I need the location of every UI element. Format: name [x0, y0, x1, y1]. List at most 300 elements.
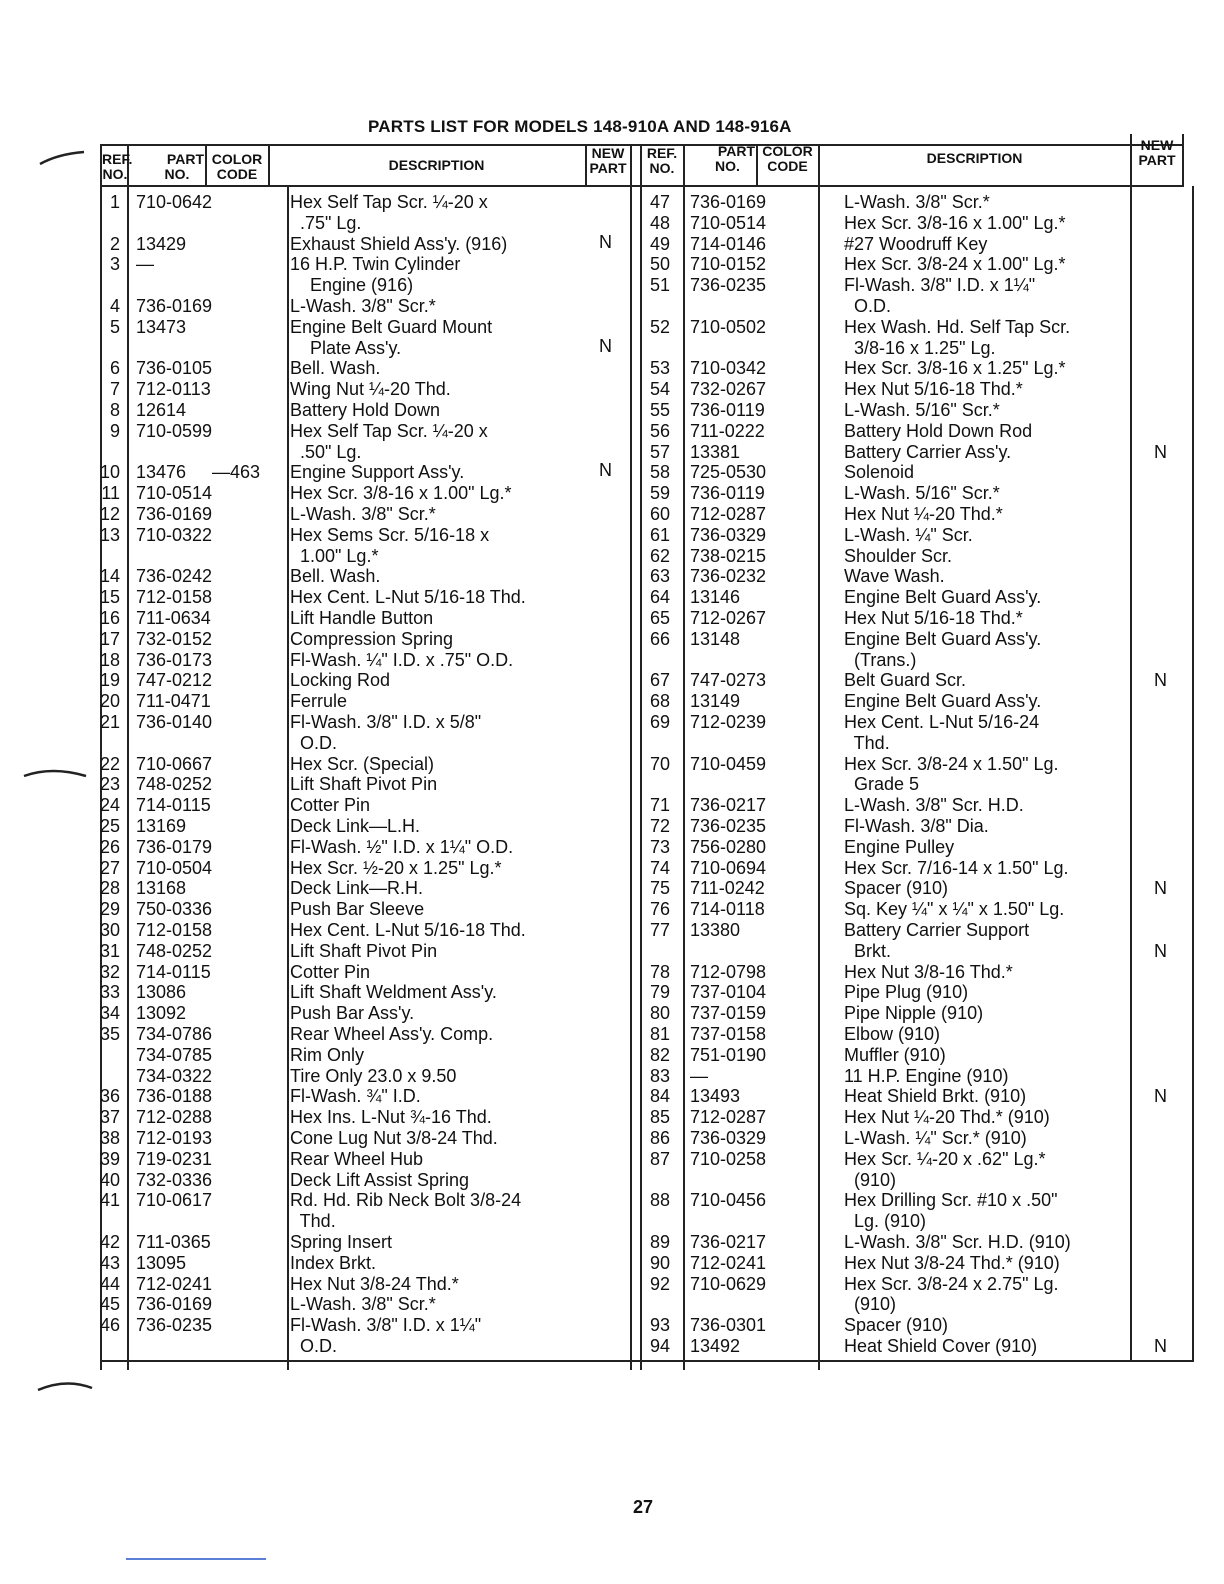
description: L-Wash. 3/8" Scr.*: [290, 504, 436, 524]
part-number: 736-0119: [690, 400, 765, 420]
part-number: 13095: [136, 1252, 187, 1273]
description: L-Wash. 3/8" Scr.*: [290, 296, 436, 316]
page-title: PARTS LIST FOR MODELS 148-910A AND 148-916A: [368, 117, 792, 136]
ref-number: 50: [649, 254, 670, 275]
description: Hex Ins. L-Nut ¾-16 Thd.: [290, 1107, 492, 1128]
description: Hex Scr. 3/8-16 x 1.25" Lg.*: [844, 358, 1066, 379]
binding-mark: [38, 142, 88, 172]
part-number: 737-0158: [690, 1024, 767, 1044]
ref-number: 27: [99, 857, 120, 878]
col-rule: [268, 144, 270, 186]
description: L-Wash. ¼" Scr.: [844, 524, 973, 545]
part-number: 747-0273: [690, 670, 767, 691]
part-number: 12614: [136, 400, 187, 420]
ref-number: 25: [99, 816, 120, 836]
new-part-mark: N: [1154, 1336, 1167, 1356]
ref-number: 78: [649, 961, 670, 982]
ref-number: 31: [99, 940, 120, 961]
description: Heat Shield Cover (910): [844, 1336, 1038, 1356]
col-rule: [630, 144, 632, 1370]
ref-number: 56: [649, 420, 670, 441]
part-number: 734-0786: [136, 1024, 213, 1044]
part-number: 737-0159: [690, 1003, 767, 1024]
ref-number: 14: [99, 566, 120, 587]
part-number: 714-0118: [690, 899, 765, 920]
header-text: PART: [589, 160, 627, 176]
ref-number: 11: [101, 483, 120, 504]
description: 3/8-16 x 1.25" Lg.: [844, 337, 996, 358]
part-number: 712-0267: [690, 608, 767, 628]
description: Hex Nut 5/16-18 Thd.*: [844, 608, 1023, 628]
part-number: 712-0158: [136, 587, 213, 608]
ref-number: 45: [99, 1294, 120, 1315]
part-number: 736-0329: [690, 524, 767, 545]
description: Lift Shaft Pivot Pin: [290, 774, 438, 795]
part-number: 736-0140: [136, 712, 213, 732]
new-part-mark: N: [599, 335, 612, 356]
header-text: PART: [166, 151, 204, 167]
description: L-Wash. ¼" Scr.* (910): [844, 1128, 1027, 1148]
description: O.D.: [290, 1336, 338, 1356]
part-number: 734-0785: [136, 1044, 213, 1065]
new-part-mark: N: [1154, 1086, 1167, 1107]
part-number: 712-0113: [136, 379, 211, 400]
part-number: 736-0235: [136, 1315, 213, 1336]
ref-number: 87: [649, 1148, 670, 1169]
ref-number: 80: [649, 1003, 670, 1024]
part-number: 710-0152: [690, 254, 767, 275]
description: Elbow (910): [844, 1024, 941, 1044]
part-number: 13168: [136, 878, 187, 899]
ref-number: 34: [99, 1003, 120, 1024]
description: Ferrule: [290, 691, 348, 712]
part-number: 736-0169: [136, 1294, 213, 1315]
description: 16 H.P. Twin Cylinder: [290, 254, 461, 275]
part-number: 13169: [136, 816, 187, 836]
part-number: 748-0252: [136, 940, 213, 961]
part-number: 736-0301: [690, 1315, 767, 1336]
part-number: 712-0798: [690, 961, 767, 982]
part-number: —: [136, 254, 154, 275]
description: Hex Scr. 3/8-16 x 1.00" Lg.*: [290, 483, 512, 504]
part-number: 13149: [690, 691, 741, 712]
description: L-Wash. 3/8" Scr. H.D.: [844, 795, 1024, 816]
description: Fl-Wash. 3/8" I.D. x 1¼": [290, 1315, 482, 1336]
description: Bell. Wash.: [290, 358, 381, 379]
description: Hex Scr. ¼-20 x .62" Lg.*: [844, 1148, 1046, 1169]
part-number: 710-0322: [136, 524, 213, 545]
part-number: 712-0241: [690, 1252, 767, 1273]
part-number: 710-0599: [136, 420, 213, 441]
ref-number: 83: [649, 1065, 670, 1086]
part-number: 732-0267: [690, 379, 767, 400]
ref-number: 55: [649, 400, 670, 420]
ref-number: 24: [99, 795, 120, 816]
ref-number: 81: [649, 1024, 670, 1044]
description: Hex Nut ¼-20 Thd.*: [844, 504, 1003, 524]
header-text: REF.: [646, 145, 678, 161]
binding-mark: [36, 1376, 96, 1406]
header-text: NO.: [164, 166, 190, 182]
description: Hex Scr. ½-20 x 1.25" Lg.*: [290, 857, 502, 878]
part-number: 13473: [136, 316, 187, 337]
description: Rear Wheel Ass'y. Comp.: [290, 1024, 494, 1044]
part-number: 13146: [690, 587, 741, 608]
description: Battery Hold Down: [290, 400, 441, 420]
header-part-no: [150, 152, 204, 182]
part-number: 736-0169: [690, 192, 767, 212]
part-number: 710-0642: [136, 192, 213, 212]
ref-number: 21: [99, 712, 120, 732]
part-number: 714-0115: [136, 795, 211, 816]
col-rule: [127, 144, 129, 1370]
page-number: 27: [633, 1497, 654, 1517]
description: Plate Ass'y.: [290, 337, 402, 358]
part-number: 736-0329: [690, 1128, 767, 1148]
ref-number: 66: [649, 628, 670, 649]
description: Cone Lug Nut 3/8-24 Thd.: [290, 1128, 498, 1148]
part-number: 711-0634: [136, 608, 211, 628]
description: Engine Belt Guard Ass'y.: [844, 691, 1042, 712]
ref-number: 1: [109, 192, 120, 212]
ref-number: 29: [99, 899, 120, 920]
ref-number: 57: [649, 441, 670, 462]
ref-number: 69: [649, 712, 670, 732]
part-number: 714-0146: [690, 233, 767, 254]
part-number: 710-0629: [690, 1273, 767, 1294]
description: (910): [844, 1169, 897, 1190]
description: Engine Belt Guard Ass'y.: [844, 628, 1042, 649]
ref-number: 82: [649, 1044, 670, 1065]
header-text: COLOR: [211, 151, 263, 167]
header-new-part-right: [1131, 138, 1183, 168]
ref-number: 16: [99, 608, 120, 628]
description: Thd.: [290, 1211, 336, 1232]
description: Hex Nut 3/8-24 Thd.* (910): [844, 1252, 1060, 1273]
header-text: NEW: [1140, 137, 1174, 153]
description: 1.00" Lg.*: [290, 545, 379, 566]
description: #27 Woodruff Key: [844, 233, 988, 254]
binding-mark: [22, 762, 92, 792]
part-number: 710-0617: [136, 1190, 213, 1211]
description: Hex Wash. Hd. Self Tap Scr.: [844, 316, 1071, 337]
header-text: COLOR: [762, 143, 813, 159]
part-number: 719-0231: [136, 1148, 213, 1169]
description: O.D.: [290, 732, 338, 753]
description: Hex Cent. L-Nut 5/16-18 Thd.: [290, 920, 526, 940]
description: Hex Scr. 7/16-14 x 1.50" Lg.: [844, 857, 1069, 878]
part-number: 736-0235: [690, 816, 767, 836]
new-part-mark: N: [1154, 878, 1167, 899]
description: Engine Belt Guard Mount: [290, 316, 493, 337]
ref-number: 77: [649, 920, 670, 940]
description: Hex Cent. L-Nut 5/16-18 Thd.: [290, 587, 526, 608]
part-number: 712-0193: [136, 1128, 213, 1148]
description: Push Bar Sleeve: [290, 899, 425, 920]
description: Exhaust Shield Ass'y. (916): [290, 233, 508, 254]
description: Hex Nut 5/16-18 Thd.*: [844, 379, 1023, 400]
part-number: 736-0242: [136, 566, 213, 587]
part-number: 13148: [690, 628, 741, 649]
part-number: 736-0173: [136, 649, 213, 670]
part-number: 756-0280: [690, 836, 767, 857]
description: Engine Pulley: [844, 836, 955, 857]
header-new-part: [586, 146, 630, 176]
ref-number: 40: [99, 1169, 120, 1190]
part-number: 736-0169: [136, 504, 213, 524]
ref-number: 48: [649, 212, 670, 233]
ref-number: 85: [649, 1107, 670, 1128]
ref-number: 49: [649, 233, 670, 254]
description: Fl-Wash. ¼" I.D. x .75" O.D.: [290, 649, 514, 670]
ref-number: 38: [99, 1128, 120, 1148]
ref-number: 61: [649, 524, 670, 545]
new-part-mark: N: [599, 460, 612, 481]
part-number: 711-0365: [136, 1232, 211, 1252]
description: Fl-Wash. ¾" I.D.: [290, 1086, 421, 1107]
new-part-mark: N: [1154, 940, 1167, 961]
part-number: 712-0287: [690, 1107, 767, 1128]
description: Cotter Pin: [290, 961, 371, 982]
ref-number: 90: [649, 1252, 670, 1273]
color-code: —463: [212, 462, 261, 483]
description: Lift Shaft Pivot Pin: [290, 940, 438, 961]
ref-number: 22: [99, 753, 120, 774]
new-part-mark: N: [1154, 670, 1167, 691]
description: Sq. Key ¼" x ¼" x 1.50" Lg.: [844, 899, 1065, 920]
header-text: NEW: [591, 145, 625, 161]
ref-number: 18: [99, 649, 120, 670]
description: Muffler (910): [844, 1044, 946, 1065]
description: Locking Rod: [290, 670, 391, 691]
ref-number: 71: [649, 795, 670, 816]
ref-number: 63: [649, 566, 670, 587]
ref-number: 8: [109, 400, 120, 420]
description: Fl-Wash. ½" I.D. x 1¼" O.D.: [290, 836, 514, 857]
part-number: 13476: [136, 462, 187, 483]
ref-number: 64: [649, 587, 670, 608]
col-rule: [287, 185, 289, 1370]
header-description: DESCRIPTION: [388, 157, 485, 173]
part-number: 736-0232: [690, 566, 767, 587]
description: 11 H.P. Engine (910): [844, 1065, 1009, 1086]
header-text: CODE: [767, 158, 808, 174]
header-rule: [100, 185, 1184, 187]
part-number: 736-0188: [136, 1086, 213, 1107]
ref-number: 54: [649, 379, 670, 400]
part-number: 736-0235: [690, 275, 767, 296]
part-number: 751-0190: [690, 1044, 767, 1065]
ref-number: 2: [109, 233, 120, 254]
description: Hex Scr. 3/8-16 x 1.00" Lg.*: [844, 212, 1066, 233]
ref-number: 73: [649, 836, 670, 857]
part-number: 712-0239: [690, 712, 767, 732]
description: Lift Shaft Weldment Ass'y.: [290, 982, 497, 1003]
ref-number: 47: [649, 192, 670, 212]
description: Index Brkt.: [290, 1252, 377, 1273]
ref-number: 76: [649, 899, 670, 920]
description: Heat Shield Brkt. (910): [844, 1086, 1027, 1107]
description: Spring Insert: [290, 1232, 393, 1252]
description: Rear Wheel Hub: [290, 1148, 424, 1169]
ref-number: 37: [99, 1107, 120, 1128]
ref-number: 3: [109, 254, 120, 275]
description: L-Wash. 3/8" Scr.*: [844, 192, 990, 212]
part-number: 13380: [690, 920, 741, 940]
ref-number: 7: [109, 379, 120, 400]
ref-number: 43: [99, 1252, 120, 1273]
description: Push Bar Ass'y.: [290, 1003, 415, 1024]
header-ref-no: [102, 151, 133, 182]
header-ref-no-right: [641, 146, 683, 176]
part-number: 738-0215: [690, 545, 767, 566]
ref-number: 41: [99, 1190, 120, 1211]
description: Hex Self Tap Scr. ¼-20 x: [290, 420, 488, 441]
header-color-code: [206, 152, 268, 182]
ref-number: 58: [649, 462, 670, 483]
ref-number: 65: [649, 608, 670, 628]
ref-number: 13: [99, 524, 120, 545]
description: Hex Sems Scr. 5/16-18 x: [290, 524, 490, 545]
description: Wing Nut ¼-20 Thd.: [290, 379, 451, 400]
description: (910): [844, 1294, 897, 1315]
header-text: NO.: [102, 166, 128, 182]
new-part-mark: N: [1154, 441, 1167, 462]
part-number: 725-0530: [690, 462, 767, 483]
part-number: 736-0179: [136, 836, 213, 857]
description: Engine Belt Guard Ass'y.: [844, 587, 1042, 608]
description: Deck Link—L.H.: [290, 816, 421, 836]
header-color-code-right: [757, 144, 818, 174]
part-number: 711-0222: [690, 420, 765, 441]
ref-number: 12: [99, 504, 120, 524]
col-rule: [683, 144, 685, 1370]
description: L-Wash. 5/16" Scr.*: [844, 400, 1000, 420]
part-number: 13086: [136, 982, 187, 1003]
ref-number: 74: [649, 857, 670, 878]
description: Shoulder Scr.: [844, 545, 953, 566]
description: Hex Self Tap Scr. ¼-20 x: [290, 192, 488, 212]
blue-underline: [126, 1558, 266, 1560]
ref-number: 6: [109, 358, 120, 379]
description: Deck Link—R.H.: [290, 878, 424, 899]
ref-number: 46: [99, 1315, 120, 1336]
description: Rim Only: [290, 1044, 365, 1065]
part-number: 710-0456: [690, 1190, 767, 1211]
part-number: 710-0459: [690, 753, 767, 774]
ref-number: 10: [99, 462, 120, 483]
ref-number: 79: [649, 982, 670, 1003]
col-rule: [1192, 186, 1194, 1362]
part-number: 13493: [690, 1086, 741, 1107]
part-number: 712-0288: [136, 1107, 213, 1128]
part-number: 712-0158: [136, 920, 213, 940]
part-number: 734-0322: [136, 1065, 213, 1086]
part-number: 710-0504: [136, 857, 213, 878]
new-part-mark: N: [599, 231, 612, 252]
ref-number: 86: [649, 1128, 670, 1148]
description: Pipe Nipple (910): [844, 1003, 984, 1024]
description: Hex Drilling Scr. #10 x .50": [844, 1190, 1058, 1211]
ref-number: 92: [649, 1273, 670, 1294]
ref-number: 36: [99, 1086, 120, 1107]
description: L-Wash. 5/16" Scr.*: [844, 483, 1000, 504]
part-number: 13492: [690, 1336, 741, 1356]
description: Bell. Wash.: [290, 566, 381, 587]
ref-number: 20: [99, 691, 120, 712]
description: (Trans.): [844, 649, 917, 670]
description: Engine (916): [290, 275, 414, 296]
part-number: 736-0217: [690, 795, 767, 816]
description: Belt Guard Scr.: [844, 670, 967, 691]
part-number: 747-0212: [136, 670, 213, 691]
ref-number: 89: [649, 1232, 670, 1252]
description: Grade 5: [844, 774, 920, 795]
description: Compression Spring: [290, 628, 454, 649]
ref-number: 17: [99, 628, 120, 649]
description: Lg. (910): [844, 1211, 927, 1232]
description: Solenoid: [844, 462, 915, 483]
ref-number: 72: [649, 816, 670, 836]
part-number: 736-0169: [136, 296, 213, 316]
description: Engine Support Ass'y.: [290, 462, 465, 483]
description: Fl-Wash. 3/8" I.D. x 1¼": [844, 275, 1036, 296]
part-number: 736-0217: [690, 1232, 767, 1252]
description: Pipe Plug (910): [844, 982, 969, 1003]
description: .75" Lg.: [290, 212, 362, 233]
header-text: REF.: [102, 151, 133, 167]
ref-number: 5: [109, 316, 120, 337]
description: .50" Lg.: [290, 441, 362, 462]
ref-number: 51: [649, 275, 670, 296]
ref-number: 15: [99, 587, 120, 608]
part-number: 712-0241: [136, 1273, 213, 1294]
description: Cotter Pin: [290, 795, 371, 816]
description: Battery Hold Down Rod: [844, 420, 1033, 441]
ref-number: 32: [99, 961, 120, 982]
description: Hex Cent. L-Nut 5/16-24: [844, 712, 1040, 732]
ref-number: 33: [99, 982, 120, 1003]
part-number: 710-0694: [690, 857, 767, 878]
part-number: 712-0287: [690, 504, 767, 524]
part-number: 748-0252: [136, 774, 213, 795]
description: Hex Nut 3/8-16 Thd.*: [844, 961, 1013, 982]
ref-number: 94: [649, 1336, 670, 1356]
ref-number: 26: [99, 836, 120, 857]
part-number: 710-0667: [136, 753, 213, 774]
description: Battery Carrier Ass'y.: [844, 441, 1012, 462]
description: Battery Carrier Support: [844, 920, 1030, 940]
header-part-no-right: [700, 144, 755, 174]
description: Hex Nut ¼-20 Thd.* (910): [844, 1107, 1050, 1128]
description: Lift Handle Button: [290, 608, 434, 628]
ref-number: 70: [649, 753, 670, 774]
header-text: NO.: [715, 158, 740, 174]
header-text: NO.: [649, 160, 675, 176]
header-description-right: DESCRIPTION: [926, 150, 1023, 166]
ref-number: 4: [109, 296, 120, 316]
ref-number: 75: [649, 878, 670, 899]
description: L-Wash. 3/8" Scr. H.D. (910): [844, 1232, 1071, 1252]
description: Hex Scr. 3/8-24 x 1.00" Lg.*: [844, 254, 1066, 275]
ref-number: 35: [99, 1024, 120, 1044]
ref-number: 60: [649, 504, 670, 524]
description: Hex Scr. 3/8-24 x 2.75" Lg.: [844, 1273, 1059, 1294]
ref-number: 39: [99, 1148, 120, 1169]
part-number: 710-0502: [690, 316, 767, 337]
description: Spacer (910): [844, 878, 949, 899]
part-number: 13381: [690, 441, 741, 462]
